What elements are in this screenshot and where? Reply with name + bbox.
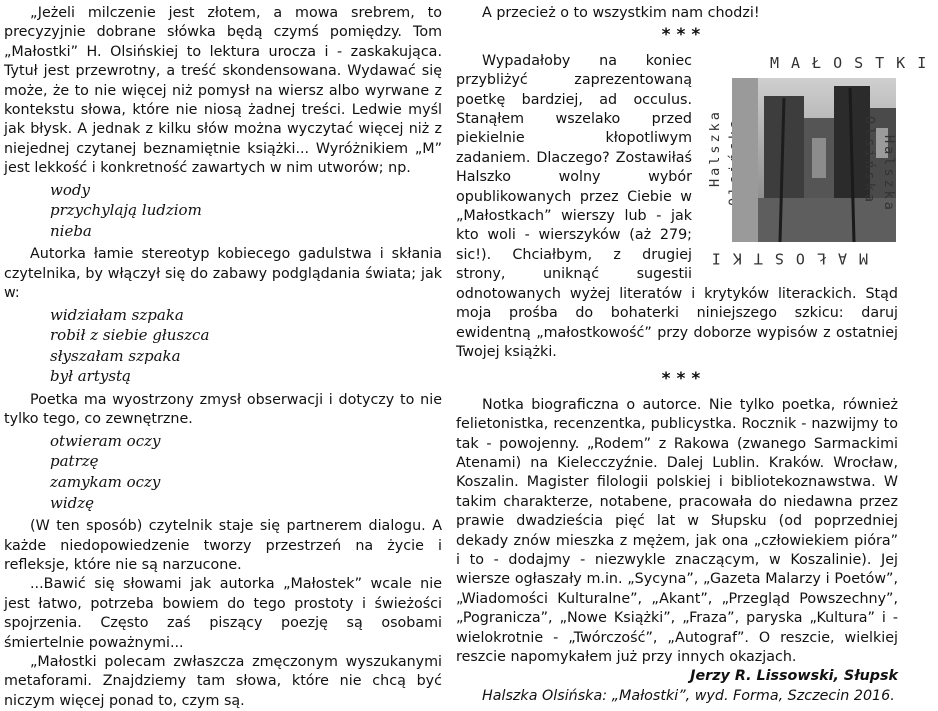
- poem-line: robił z siebie głuszca: [50, 326, 210, 345]
- cover-author-right: Halszka Olsińska: [861, 116, 897, 213]
- author-signature: Jerzy R. Lissowski, Słupsk: [690, 668, 898, 685]
- cover-author-left: Halszka: [707, 108, 723, 187]
- poem-line: widziałam szpaka: [50, 305, 184, 324]
- cover-photo: [732, 78, 870, 242]
- poem-line: patrzę: [50, 452, 99, 471]
- paragraph: ...Bawić się słowami jak autorka „Małostek” wcale nie jest łatwo, potrzeba bowiem do tego prostoty i świeżości spojrzenia. Często zaś piszący poezję są osobami śmiertelnie poważnymi...: [4, 576, 442, 651]
- paragraph: „Małostki polecam zwłaszcza zmęczonym wyszukanymi metaforami. Znajdziemy tam słowa, które nie chcą być niczym więcej ponad to, czym są.: [4, 654, 442, 709]
- poem-line: widzę: [50, 493, 95, 512]
- poem-line: był artystą: [50, 367, 131, 386]
- paragraph-text: Wypadałoby na koniec przybliżyć zaprezentowaną poetkę bardziej, ad occulus. Stanąłem wszelako przed piekielnie kłopotliwym zadaniem. Dlaczego? Zostawiłaś Halszko wolny wybór opublikowanych przez Ciebie w „Małostkach” wierszy lub - jak kto woli - wierszyków (aż 279; sic!). Chciałbym, z drugiej strony, uniknąć sugestii odnotowanych wyżej literatów i krytyków literackich. Stąd moja prośba do bohaterki niniejszego szkicu: daruj ewidentną „małostkowość” przy doborze wypisów z ostatniej Twojej książki.: [456, 52, 898, 360]
- cover-title-bottom: MAŁOSTKI: [699, 249, 868, 268]
- poem-line: nieba: [50, 221, 92, 240]
- poem-excerpt: [50, 431, 442, 513]
- paragraph: [456, 52, 938, 363]
- paragraph: „Jeżeli milczenie jest złotem, a mowa srebrem, to precyzyjnie dobrane słówka będą czymś pomiędzy. Tom „Małostki” H. Olsińskiej to lektura urocza i - zaskakująca. Tytuł jest przewrotny, a treść skondensowana. Wydawać się może, że to nie więcej niż pomysł na wiersz albo wyrwane z kontekstu słowa, które nie niosą żadnej treści. Ledwie myśl jak błysk. A jednak z kilku słów można wyczytać więcej niż z niejednej czytanej beznamiętnie książki... Wyróżnikiem „M” jest lekkość i konkretność zawartych w nim utworów; np.: [4, 5, 442, 177]
- right-column: [456, 4, 938, 706]
- section-separator: ***: [661, 369, 707, 390]
- bibliographic-note: Halszka Olsińska: „Małostki”, wyd. Forma, Szczecin 2016.: [482, 687, 895, 704]
- cover-title-top: MAŁOSTKI: [770, 53, 938, 72]
- paragraph: Notka biograficzna o autorce. Nie tylko poetka, również felietonistka, recenzentka, publicystka. Rocznik - nazwijmy to tak - powojenny. „Rodem” z Rakowa (zwanego Sarmackimi Atenami) na Kielecczyźnie. Dalej Lublin. Kraków. Wrocław, Koszalin. Magister filologii polskiej i bibliotekoznawstwa. W takim charakterze, notabene, pracowała do niedawna przez prawie dwadzieścia pięć lat w Słupsku (od poprzedniej dekady znów mieszka z mężem, jak ona „człowiekiem pióra” i to - dodajmy - niezwykle znaczącym, w Koszalinie). Jej wiersze ogłaszały m.in. „Sycyna”, „Gazeta Malarzy i Poetów”, „Wiadomości Kulturalne”, „Akant”, „Przegląd Powszechny”, „Pogranicza”, „Nowe Książki”, „Fraza”, paryska „Kultura” i - wielokrotnie - „Twórczość”, „Autograf”. O reszcie, wielkiej reszcie napomykałem już przy innych okazjach.: [456, 396, 898, 665]
- poem-excerpt: [50, 305, 442, 387]
- poem-line: otwieram oczy: [50, 431, 161, 450]
- book-cover: [699, 53, 938, 268]
- poem-line: przychylają ludziom: [50, 201, 202, 220]
- poem-line: zamykam oczy: [50, 473, 161, 492]
- paragraph: A przecież o to wszystkim nam chodzi!: [482, 5, 760, 21]
- poem-line: wody: [50, 180, 90, 199]
- paragraph: Poetka ma wyostrzony zmysł obserwacji i dotyczy to nie tylko tego, co zewnętrzne.: [4, 392, 442, 428]
- section-separator: ***: [661, 25, 707, 46]
- paragraph: (W ten sposób) czytelnik staje się partnerem dialogu. A każde niedopowiedzenie tworzy przestrzeń na życie i refleksje, które nie są narzucone.: [4, 518, 442, 574]
- poem-line: słyszałam szpaka: [50, 346, 181, 365]
- poem-excerpt: [50, 180, 442, 242]
- left-column: [4, 4, 442, 711]
- paragraph: Autorka łamie stereotyp kobiecego gadulstwa i skłania czytelnika, by włączył się do zabawy podglądania świata; jak w:: [4, 246, 442, 302]
